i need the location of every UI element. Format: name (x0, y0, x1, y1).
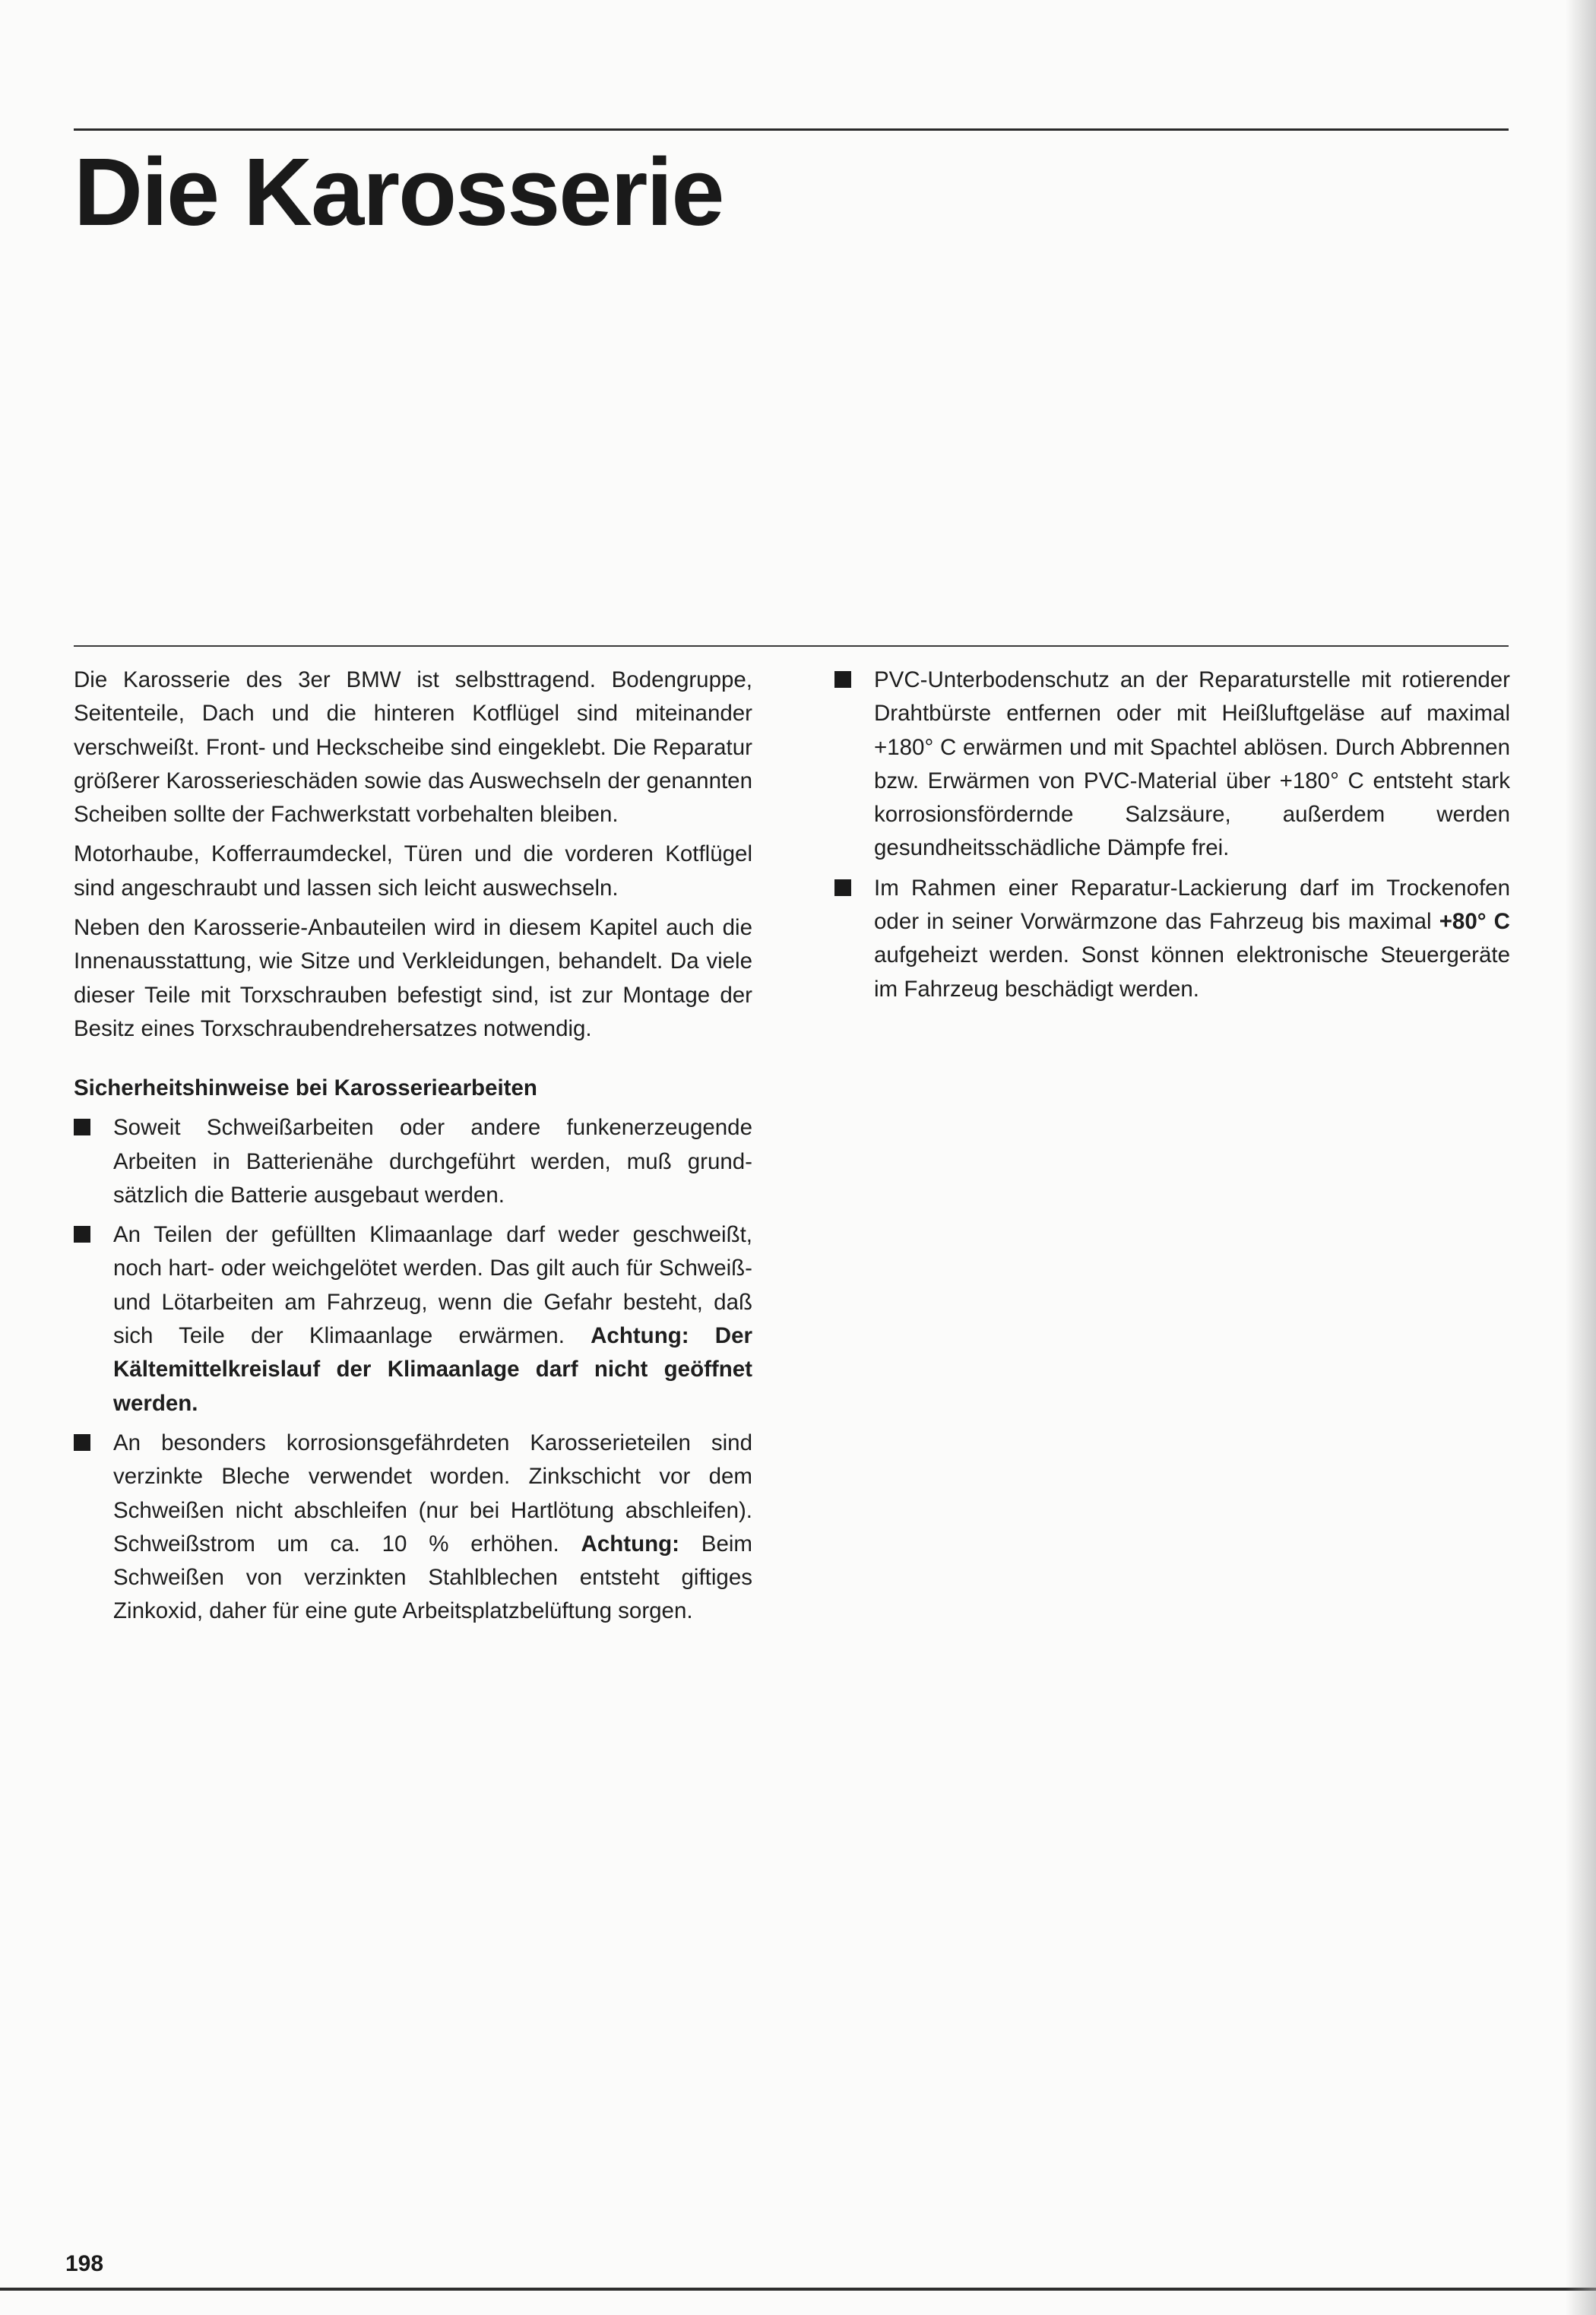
square-bullet-icon (834, 879, 851, 896)
bullet-text-regular: An besonders korrosionsgefährdeten Karosserieteilen sind verzinkte Bleche verwendet worden. Zinkschicht vor dem Schweißen nicht abschleifen (nur bei Hartlötung abschleifen). Schweißstrom um ca. 10 % erhöhen. (113, 1430, 752, 1557)
page-title: Die Karosserie (74, 138, 724, 245)
bullet-text-regular: Im Rahmen einer Reparatur-Lackierung darf im Trockenofen oder in seiner Vorwärmzone das Fahrzeug bis maximal (874, 875, 1510, 935)
bullet-text (113, 1222, 752, 1415)
square-bullet-icon (74, 1434, 90, 1451)
bullet-text-regular: An Teilen der gefüllten Klimaanlage darf weder geschweißt, noch hart- oder weichgelötet werden. Das gilt auch für Schweiß- und Lötarbeiten am Fahrzeug, wenn die Gefahr besteht, daß sich Teile der Klimaanlage erwärmen. (113, 1222, 752, 1349)
bullet-text-continued: aufgeheizt werden. Sonst können elektronische Steuergeräte im Fahrzeug beschädigt werden. (874, 942, 1510, 1002)
bullet-text: Soweit Schweißarbeiten oder andere funkenerzeugende Arbeiten in Batterienähe durchgeführt werden, muß grundsätzlich die Batterie ausgebaut werden. (113, 1115, 752, 1208)
safety-bullet-pvc (834, 663, 1510, 866)
intro-paragraph: Die Karosserie des 3er BMW ist selbsttragend. Bodengruppe, Seitenteile, Dach und die hinteren Kotflügel sind miteinander verschweißt. Front- und Heckscheibe sind eingeklebt. Die Reparatur größerer Karosserieschäden sowie das Auswechseln der genannten Scheiben sollte der Fachwerkstatt vorbehalten bleiben. (74, 667, 752, 828)
bullet-text-warning: Achtung: Der Kältemittelkreislauf der Klimaanlage darf nicht geöffnet werden. (113, 1323, 752, 1416)
body-paragraph-panels: Motorhaube, Kofferraumdeckel, Türen und die vorderen Kotflügel sind angeschraubt und lassen sich leicht auswechseln. (74, 841, 752, 901)
bullet-text: PVC-Unterbodenschutz an der Reparaturstelle mit rotierender Drahtbürste entfernen oder mit Heißluftgeläse auf maximal +180° C erwärmen und mit Spachtel ablösen. Durch Abbrennen bzw. Erwärmen von PVC-Material über +180° C entsteht stark korrosionsfördernde Salzsäure, außerdem werden gesundheitsschädliche Dämpfe frei. (874, 667, 1510, 861)
bullet-text-temperature: +80° C (1439, 909, 1510, 935)
bullet-text-continued: Beim Schweißen von verzinkten Stahlblechen entsteht giftiges Zinkoxid, daher für eine gute Arbeitsplatzbelüftung sorgen. (113, 1531, 752, 1624)
bottom-rule (0, 2288, 1596, 2291)
body-paragraph-interior: Neben den Karosserie-Anbauteilen wird in diesem Kapitel auch die Innenausstattung, wie Sitze und Verkleidungen, behandelt. Da viele dieser Teile mit Torxschrauben befestigt sind, ist zur Montage der Besitz eines Torxschraubendrehersatzes notwendig. (74, 915, 752, 1041)
section-divider (74, 645, 1509, 647)
bullet-text-warning: Achtung: (581, 1531, 679, 1557)
safety-bullet-aircon (74, 1218, 752, 1420)
safety-bullet-paint-oven (834, 872, 1510, 1006)
bullet-text (874, 876, 1510, 1002)
right-column (834, 663, 1510, 1012)
top-rule (74, 128, 1509, 131)
bullet-text (113, 1430, 752, 1623)
page-number: 198 (65, 2251, 104, 2276)
page-edge-shadow (1566, 0, 1596, 2315)
safety-heading: Sicherheitshinweise bei Karosseriearbeiten (74, 1075, 537, 1101)
square-bullet-icon (74, 1119, 90, 1135)
safety-bullet-galvanized (74, 1427, 752, 1629)
square-bullet-icon (834, 671, 851, 688)
square-bullet-icon (74, 1226, 90, 1243)
safety-bullet-battery (74, 1111, 752, 1212)
left-column (74, 663, 752, 1635)
